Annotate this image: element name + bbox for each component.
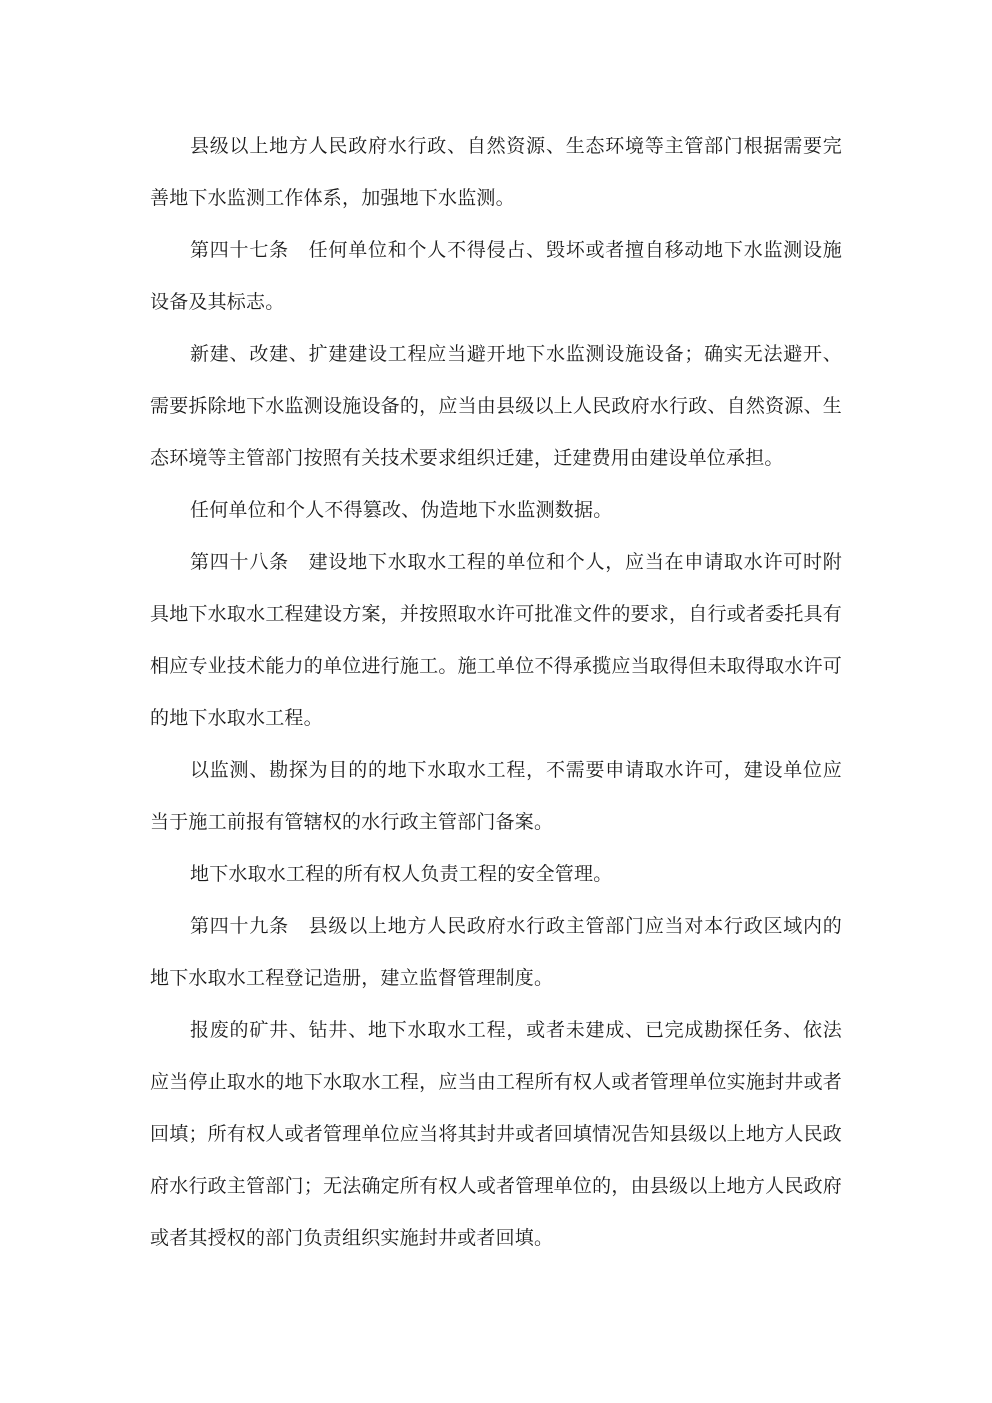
paragraph-safety-management: 地下水取水工程的所有权人负责工程的安全管理。 xyxy=(190,863,613,885)
paragraph-well-sealing: 报废的矿井、钻井、地下水取水工程，或者未建成、已完成勘探任务、依法应当停止取水的地下水取水工程，应当由工程所有权人或者管理单位实施封井或者回填；所有权人或者管理单位应当将其封井或者回填情况告知县级以上地方人民政府水行政主管部门；无法确定所有权人或者管理单位的，由县级以上地方人民政府或者其授权的部门负责组织实施封井或者回填。 xyxy=(150,1019,842,1249)
paragraph-exploration-filing: 以监测、勘探为目的的地下水取水工程，不需要申请取水许可，建设单位应当于施工前报有管辖权的水行政主管部门备案。 xyxy=(150,759,842,833)
paragraph-data-integrity: 任何单位和个人不得篡改、伪造地下水监测数据。 xyxy=(190,499,613,521)
paragraph-article-47: 第四十七条 任何单位和个人不得侵占、毁坏或者擅自移动地下水监测设施设备及其标志。 xyxy=(150,239,842,313)
document-body xyxy=(150,120,842,1264)
paragraph-article-49: 第四十九条 县级以上地方人民政府水行政主管部门应当对本行政区域内的地下水取水工程登记造册，建立监督管理制度。 xyxy=(150,915,842,989)
paragraph-article-48: 第四十八条 建设地下水取水工程的单位和个人，应当在申请取水许可时附具地下水取水工程建设方案，并按照取水许可批准文件的要求，自行或者委托具有相应专业技术能力的单位进行施工。施工单位不得承揽应当取得但未取得取水许可的地下水取水工程。 xyxy=(150,551,842,729)
paragraph-relocation: 新建、改建、扩建建设工程应当避开地下水监测设施设备；确实无法避开、需要拆除地下水监测设施设备的，应当由县级以上人民政府水行政、自然资源、生态环境等主管部门按照有关技术要求组织迁建，迁建费用由建设单位承担。 xyxy=(150,343,842,469)
paragraph-monitoring-system: 县级以上地方人民政府水行政、自然资源、生态环境等主管部门根据需要完善地下水监测工作体系，加强地下水监测。 xyxy=(150,135,842,209)
